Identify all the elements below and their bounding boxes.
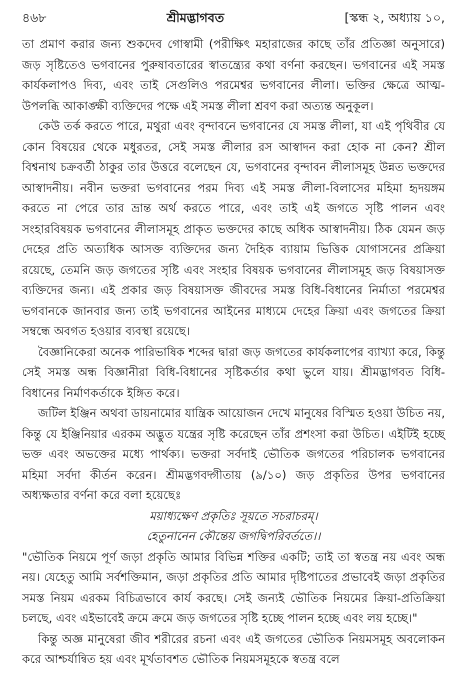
paragraph-3: বৈজ্ঞানিকেরা অনেক পারিভাষিক শব্দের দ্বারা জড় জগতের কার্যকলাপের ব্যাখ্যা করে, কিন্তু সেই সমস্ত অন্ধ বিজ্ঞানীরা বিধি-বিধানের সৃষ্টিকর্তার কথা ভুলে যায়। শ্রীমদ্ভাগবত বিধি-বিধানের নির্মাণকর্তাকে ইঙ্গিত করে। xyxy=(22,344,445,400)
verse-translation: "ভৌতিক নিয়মে পূর্ণ জড়া প্রকৃতি আমার বিভিন্ন শক্তির একটি; তাই তা স্বতন্ত্র নয় এবং অন্ধ নয়। যেহেতু আমি সর্বশক্তিমান, জড়া প্রকৃতির প্রতি আমার দৃষ্টিপাতের প্রভাবেই জড়া প্রকৃতির সমস্ত নিয়ম এরকম বিচিত্রভাবে কার্য করছে। সেই জন্যই ভৌতিক নিয়মের ক্রিয়া-প্রতিক্রিয়া চলছে, এবং এইভাবেই ক্রমে ক্রমে জড় জগতের সৃষ্টি হচ্ছে পালন হচ্ছে এবং লয় হচ্ছে।" xyxy=(22,549,445,625)
book-page xyxy=(22,10,445,670)
paragraph-2: কেউ তর্ক করতে পারে, মথুরা এবং বৃন্দাবনে ভগবানের যে সমস্ত লীলা, যা এই পৃথিবীর যে কোন বিষয়ের থেকে মধুরতর, সেই সমস্ত লীলার রস আস্বাদন করা হোক না কেন? শ্রীল বিশ্বনাথ চক্রবর্তী ঠাকুর তার উত্তরে বলেছেন যে, ভগবানের বৃন্দাবন লীলাসমূহ উন্নত ভক্তদের আস্বাদনীয়। নবীন ভক্তরা ভগবানের পরম দিব্য এই সমস্ত লীলা-বিলাসের মহিমা হৃদয়ঙ্গম করতে না পেরে তার ভ্রান্ত অর্থ করতে পারে, এবং তাই এই জগতে সৃষ্টি পালন এবং সংহারবিষয়ক ভগবানের লীলাসমূহ প্রাকৃত ভক্তদের কাছে অধিক আস্বাদনীয়। ঠিক যেমন জড় দেহের প্রতি অত্যধিক আসক্ত ব্যক্তিদের জন্য দৈহিক ব্যায়াম ভিত্তিক যোগাসনের প্রক্রিয়া রয়েছে, তেমনি জড় জগতের সৃষ্টি এবং সংহার বিষয়ক ভগবানের লীলাসমূহ জড় বিষয়াসক্ত ব্যক্তিদের জন্য। এই প্রকার জড় বিষয়াসক্ত জীবদের সমস্ত বিধি-বিধানের নির্মাতা পরমেশ্বর ভগবানকে জানবার জন্য তাই ভগবানের আইনের মাধ্যমে দেহের ক্রিয়া এবং জগতের ক্রিয়া সম্বন্ধে অবগত হওয়ার ব্যবস্থা রয়েছে। xyxy=(22,119,445,338)
page-body xyxy=(22,34,445,670)
page-header xyxy=(22,10,445,30)
paragraph-4: জটিল ইঞ্জিন অথবা ডায়নামোর যান্ত্রিক আয়োজন দেখে মানুষের বিস্মিত হওয়া উচিত নয়, কিন্তু যে ইঞ্জিনিয়ার এরকম অদ্ভুত যন্ত্রের সৃষ্টি করেছেন তাঁর প্রশংসা করা উচিত। এইটিই হচ্ছে ভক্ত এবং অভক্তের মধ্যে পার্থক্য। ভক্তরা সর্বদাই ভৌতিক জগতের পরিচালক ভগবানের মহিমা সর্বদা কীর্তন করেন। শ্রীমদ্ভগবদ্গীতায় (৯/১০) জড় প্রকৃতির উপর ভগবানের অধ্যক্ষতার বর্ণনা করে বলা হয়েছেঃ xyxy=(22,406,445,502)
verse-line-2: হেতুনানেন কৌন্তেয় জগদ্বিপরিবর্ততে।। xyxy=(146,529,321,543)
book-title: শ্রীমদ্ভাগবত xyxy=(166,10,225,25)
page-number: ৪৬৮ xyxy=(22,10,47,25)
paragraph-1: তা প্রমাণ করার জন্য শুকদেব গোস্বামী (পরীক্ষিৎ মহারাজের কাছে তাঁর প্রতিজ্ঞা অনুসারে) জড় সৃষ্টিতেও ভগবানের পুরুষাবতারের স্বাতন্ত্র্যের কথা বর্ণনা করছেন। ভগবানের এই সমস্ত কার্যকলাপও দিব্য, এবং তাই সেগুলিও পরমেশ্বর ভগবানের লীলা। ভক্তির ক্ষেত্রে আত্ম-উপলব্ধি আকাঙ্ক্ষী ব্যক্তিদের পক্ষে এই সমস্ত লীলা শ্রবণ করা অত্যন্ত অনুকূল। xyxy=(22,37,445,113)
verse-line-1: ময়াধ্যক্ষেণ প্রকৃতিঃ সূয়তে সচরাচরম্। xyxy=(149,508,318,523)
closing-paragraph: কিন্তু অজ্ঞ মানুষেরা জীব শরীরের রচনা এবং এই জগতের ভৌতিক নিয়মসমূহ অবলোকন করে আশ্চর্যান্বিত হয় এবং মূর্খতাবশত ভৌতিক নিয়মসমূহকে স্বতন্ত্র বলে xyxy=(22,631,445,666)
section-reference: [স্কন্ধ ২, অধ্যায় ১০, xyxy=(344,10,445,25)
